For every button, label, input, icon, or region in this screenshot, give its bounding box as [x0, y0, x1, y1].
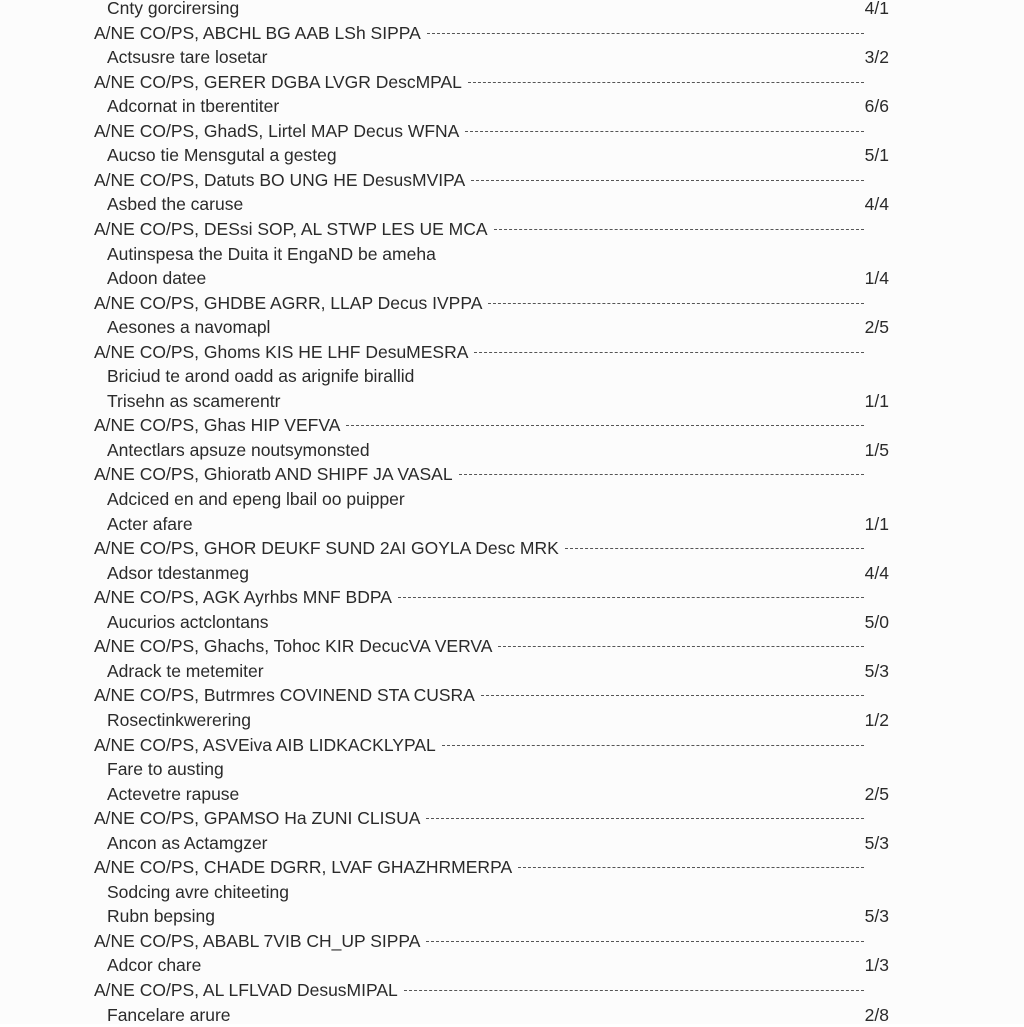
entry-row — [0, 708, 1024, 732]
entry-row — [0, 610, 1024, 634]
entry-value: 4/1 — [864, 0, 889, 18]
leader-dashes — [426, 941, 864, 942]
entry-row — [0, 831, 1024, 855]
entry-value: 1/2 — [864, 709, 889, 730]
section-heading-text: A/NE CO/PS, Butrmres COVINEND STA CUSRA — [94, 685, 475, 706]
entry-value: 2/8 — [864, 1004, 889, 1025]
section-heading-text: A/NE CO/PS, DESsi SOP, AL STWP LES UE MCA — [94, 218, 488, 239]
entry-row — [0, 512, 1024, 536]
entry-text: Adcor chare — [107, 955, 202, 976]
section-heading-text: A/NE CO/PS, ABCHL BG AAB LSh SIPPA — [94, 22, 421, 43]
entry-row — [0, 782, 1024, 806]
section-heading-row — [0, 806, 1024, 830]
entry-row — [0, 880, 1024, 904]
entry-value: 1/4 — [864, 268, 889, 289]
entry-row — [0, 364, 1024, 388]
leader-dashes — [468, 82, 864, 83]
entry-value: 1/3 — [864, 955, 889, 976]
entry-value: 1/1 — [864, 513, 889, 534]
entry-row — [0, 266, 1024, 290]
leader-dashes — [459, 474, 864, 475]
leader-dashes — [346, 425, 864, 426]
leader-dashes — [404, 990, 864, 991]
entry-text: Adoon datee — [107, 268, 207, 289]
entry-value: 5/3 — [864, 832, 889, 853]
entry-row — [0, 143, 1024, 167]
leader-dashes — [498, 646, 864, 647]
entry-text: Aesones a navomapl — [107, 317, 271, 338]
entry-value: 6/6 — [864, 96, 889, 117]
section-heading-row — [0, 634, 1024, 658]
section-heading-text: A/NE CO/PS, Ghas HIP VEFVA — [94, 415, 341, 436]
section-heading-text: A/NE CO/PS, AL LFLVAD DesusMIPAL — [94, 980, 398, 1000]
section-heading-text: A/NE CO/PS, AGK Ayrhbs MNF BDPA — [94, 587, 392, 608]
section-heading-text: A/NE CO/PS, GHOR DEUKF SUND 2AI GOYLA Desc MRK — [94, 538, 559, 559]
entry-row — [0, 0, 1024, 20]
section-heading-row — [0, 683, 1024, 707]
entry-row — [0, 904, 1024, 928]
entry-text: Fare to austing — [107, 759, 224, 780]
entry-value: 2/5 — [864, 317, 889, 338]
section-heading-text: A/NE CO/PS, GhadS, Lirtel MAP Decus WFNA — [94, 120, 460, 141]
entry-row — [0, 242, 1024, 266]
entry-text: Trisehn as scamerentr — [107, 390, 281, 411]
section-heading-row — [0, 291, 1024, 315]
leader-dashes — [481, 695, 864, 696]
entry-text: Ancon as Actamgzer — [107, 832, 268, 853]
section-heading-row — [0, 413, 1024, 437]
entry-value: 5/1 — [864, 145, 889, 166]
entry-value: 5/3 — [864, 906, 889, 927]
entry-value: 5/0 — [864, 611, 889, 632]
entry-row — [0, 94, 1024, 118]
section-heading-text: A/NE CO/PS, ABABL 7VIB CH_UP SIPPA — [94, 930, 421, 951]
entry-value: 3/2 — [864, 47, 889, 68]
section-heading-row — [0, 70, 1024, 94]
entry-row — [0, 1003, 1024, 1027]
section-heading-row — [0, 119, 1024, 143]
entry-text: Adciced en and epeng lbail oo puipper — [107, 489, 405, 509]
section-heading-row — [0, 585, 1024, 609]
section-heading-text: A/NE CO/PS, ASVEiva AIB LIDKACKLYPAL — [94, 734, 436, 755]
leader-dashes — [426, 818, 864, 819]
section-heading-row — [0, 168, 1024, 192]
entry-value: 2/5 — [864, 783, 889, 804]
entry-row — [0, 487, 1024, 511]
entry-text: Actevetre rapuse — [107, 783, 240, 804]
entry-text: Antectlars apsuze noutsymonsted — [107, 439, 370, 460]
entry-row — [0, 659, 1024, 683]
entry-text: Cnty gorcirersing — [107, 0, 240, 18]
entry-value: 1/5 — [864, 439, 889, 460]
entry-text: Fancelare arure — [107, 1004, 231, 1025]
leader-dashes — [465, 131, 864, 132]
section-heading-text: A/NE CO/PS, Datuts BO UNG HE DesusMVIPA — [94, 169, 466, 190]
leader-dashes — [427, 33, 864, 34]
entry-text: Actsusre tare losetar — [107, 47, 268, 68]
entry-text: Rosectinkwerering — [107, 709, 251, 730]
entry-text: Adrack te metemiter — [107, 660, 264, 681]
entry-row — [0, 757, 1024, 781]
entry-text: Adsor tdestanmeg — [107, 562, 250, 583]
entry-value: 1/1 — [864, 390, 889, 411]
section-heading-text: A/NE CO/PS, Ghoms KIS HE LHF DesuMESRA — [94, 341, 469, 362]
leader-dashes — [442, 745, 864, 746]
entry-text: Briciud te arond oadd as arignife birallid — [107, 366, 415, 387]
entry-text: Asbed the caruse — [107, 194, 244, 215]
entry-text: Sodcing avre chiteeting — [107, 881, 289, 902]
section-heading-row — [0, 462, 1024, 486]
section-heading-row — [0, 340, 1024, 364]
leader-dashes — [474, 352, 864, 353]
entry-row — [0, 953, 1024, 977]
leader-dashes — [488, 303, 864, 304]
entry-text: Aucso tie Mensgutal a gesteg — [107, 145, 337, 166]
entry-row — [0, 561, 1024, 585]
section-heading-text: A/NE CO/PS, GERER DGBA LVGR DescMPAL — [94, 71, 462, 92]
entry-text: Rubn bepsing — [107, 906, 215, 927]
leader-dashes — [471, 180, 864, 181]
entry-row — [0, 192, 1024, 216]
leader-dashes — [398, 597, 864, 598]
section-heading-row — [0, 855, 1024, 879]
section-heading-text: A/NE CO/PS, CHADE DGRR, LVAF GHAZHRMERPA — [94, 857, 513, 878]
leader-dashes — [565, 548, 864, 549]
section-heading-text: A/NE CO/PS, GPAMSO Ha ZUNI CLISUA — [94, 808, 421, 829]
entry-row — [0, 389, 1024, 413]
leader-dashes — [494, 229, 864, 230]
entry-text: Autinspesa the Duita it EngaND be ameha — [107, 243, 436, 264]
entry-row — [0, 45, 1024, 69]
leader-dashes — [518, 867, 864, 868]
section-heading-row — [0, 929, 1024, 953]
entry-row — [0, 438, 1024, 462]
section-heading-row — [0, 21, 1024, 45]
entry-value: 4/4 — [864, 562, 889, 583]
entry-text: Aucurios actclontans — [107, 611, 269, 632]
entry-text: Acter afare — [107, 513, 193, 534]
section-heading-text: A/NE CO/PS, GHDBE AGRR, LLAP Decus IVPPA — [94, 292, 483, 313]
entry-row — [0, 315, 1024, 339]
section-heading-row — [0, 217, 1024, 241]
section-heading-row — [0, 978, 1024, 1002]
section-heading-row — [0, 536, 1024, 560]
entry-value: 5/3 — [864, 660, 889, 681]
entry-value: 4/4 — [864, 194, 889, 215]
section-heading-row — [0, 733, 1024, 757]
section-heading-text: A/NE CO/PS, Ghioratb AND SHIPF JA VASAL — [94, 464, 453, 485]
entry-text: Adcornat in tberentiter — [107, 96, 280, 117]
section-heading-text: A/NE CO/PS, Ghachs, Tohoc KIR DecucVA VERVA — [94, 636, 493, 657]
